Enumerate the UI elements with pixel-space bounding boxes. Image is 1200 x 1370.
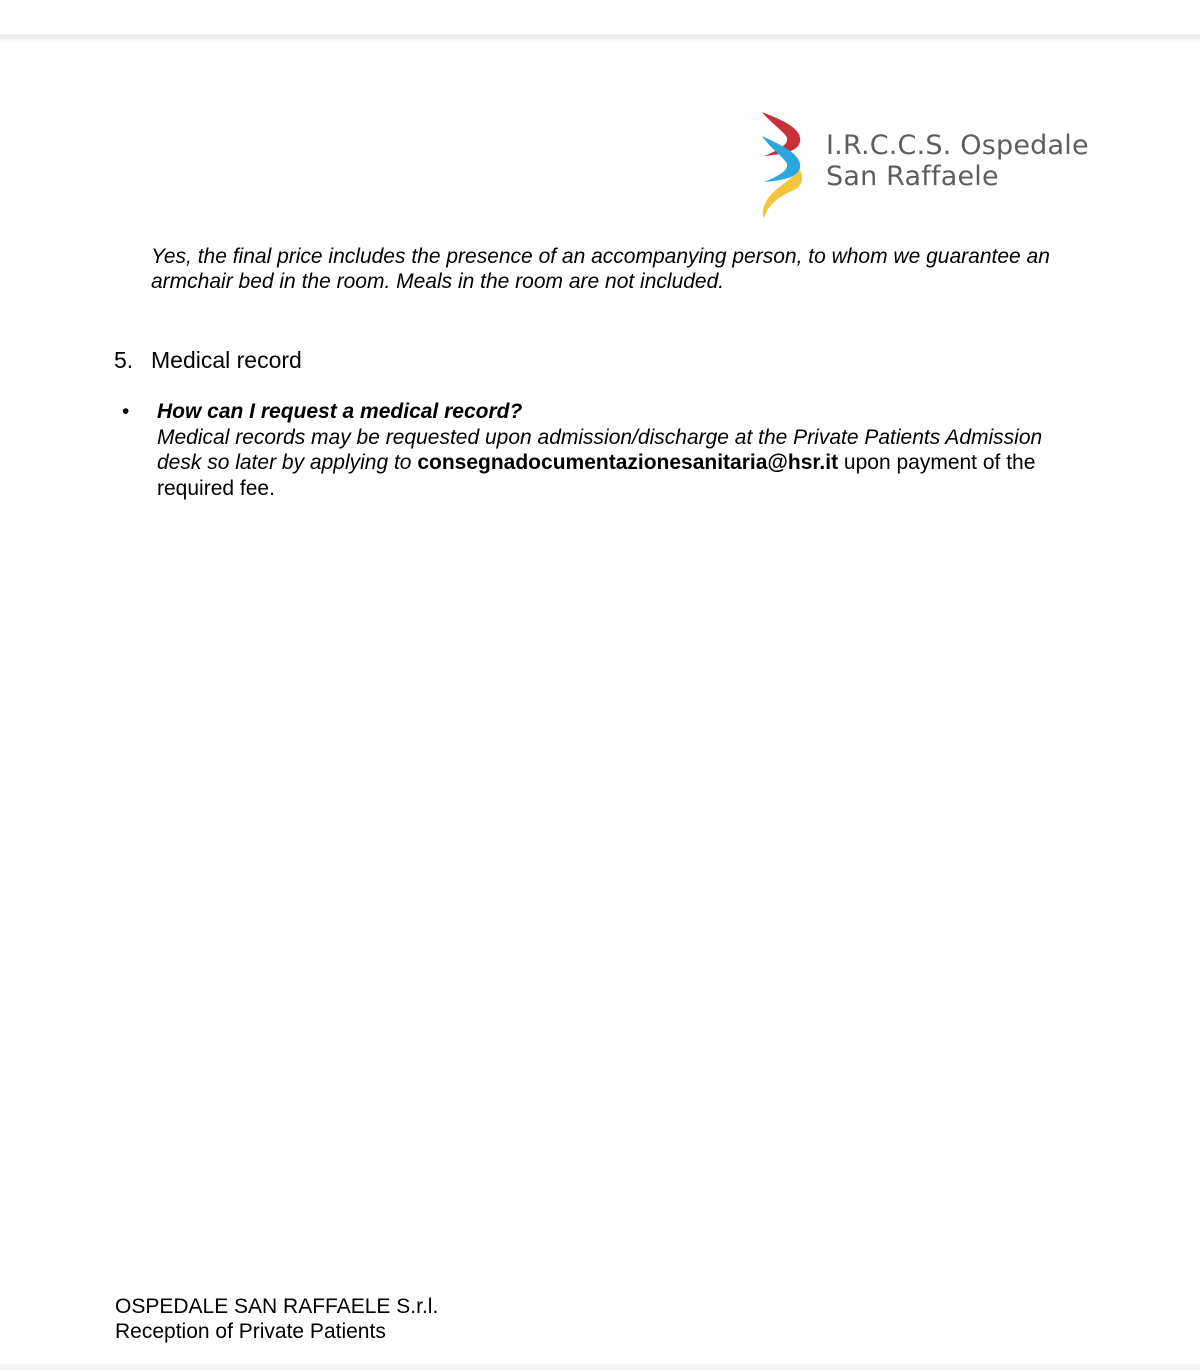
faq-question: How can I request a medical record? [157, 400, 523, 423]
faq-answer-tail: upon payment of the required fee. [157, 451, 1036, 500]
hospital-logo [758, 110, 1098, 220]
footer-department: Reception of Private Patients [115, 1320, 386, 1343]
faq-answer [157, 425, 1057, 502]
san-raffaele-ribbon-icon [758, 110, 808, 220]
section-title: Medical record [151, 347, 302, 373]
logo-line-1: I.R.C.C.S. Ospedale [826, 130, 1089, 161]
logo-wordmark [826, 130, 1089, 192]
page-bottom-edge [0, 1364, 1200, 1370]
section-heading [114, 346, 302, 374]
email-address: consegnadocumentazionesanitaria@hsr.it [417, 451, 839, 474]
section-number: 5. [114, 347, 134, 373]
faq-item [157, 399, 1057, 501]
logo-line-2: San Raffaele [826, 161, 999, 192]
page-footer [115, 1294, 438, 1344]
faq-answer-text: Medical records may be requested upon admission/discharge at the Private Patients Admission desk so later by applying to [157, 425, 1043, 474]
accompanying-person-answer: Yes, the final price includes the presence of an accompanying person, to whom we guarantee an armchair bed in the room. Meals in the room are not included. [151, 245, 1050, 293]
footer-company: OSPEDALE SAN RAFFAELE S.r.l. [115, 1295, 439, 1318]
page-top-edge [0, 0, 1200, 39]
bullet-icon: • [122, 400, 130, 423]
